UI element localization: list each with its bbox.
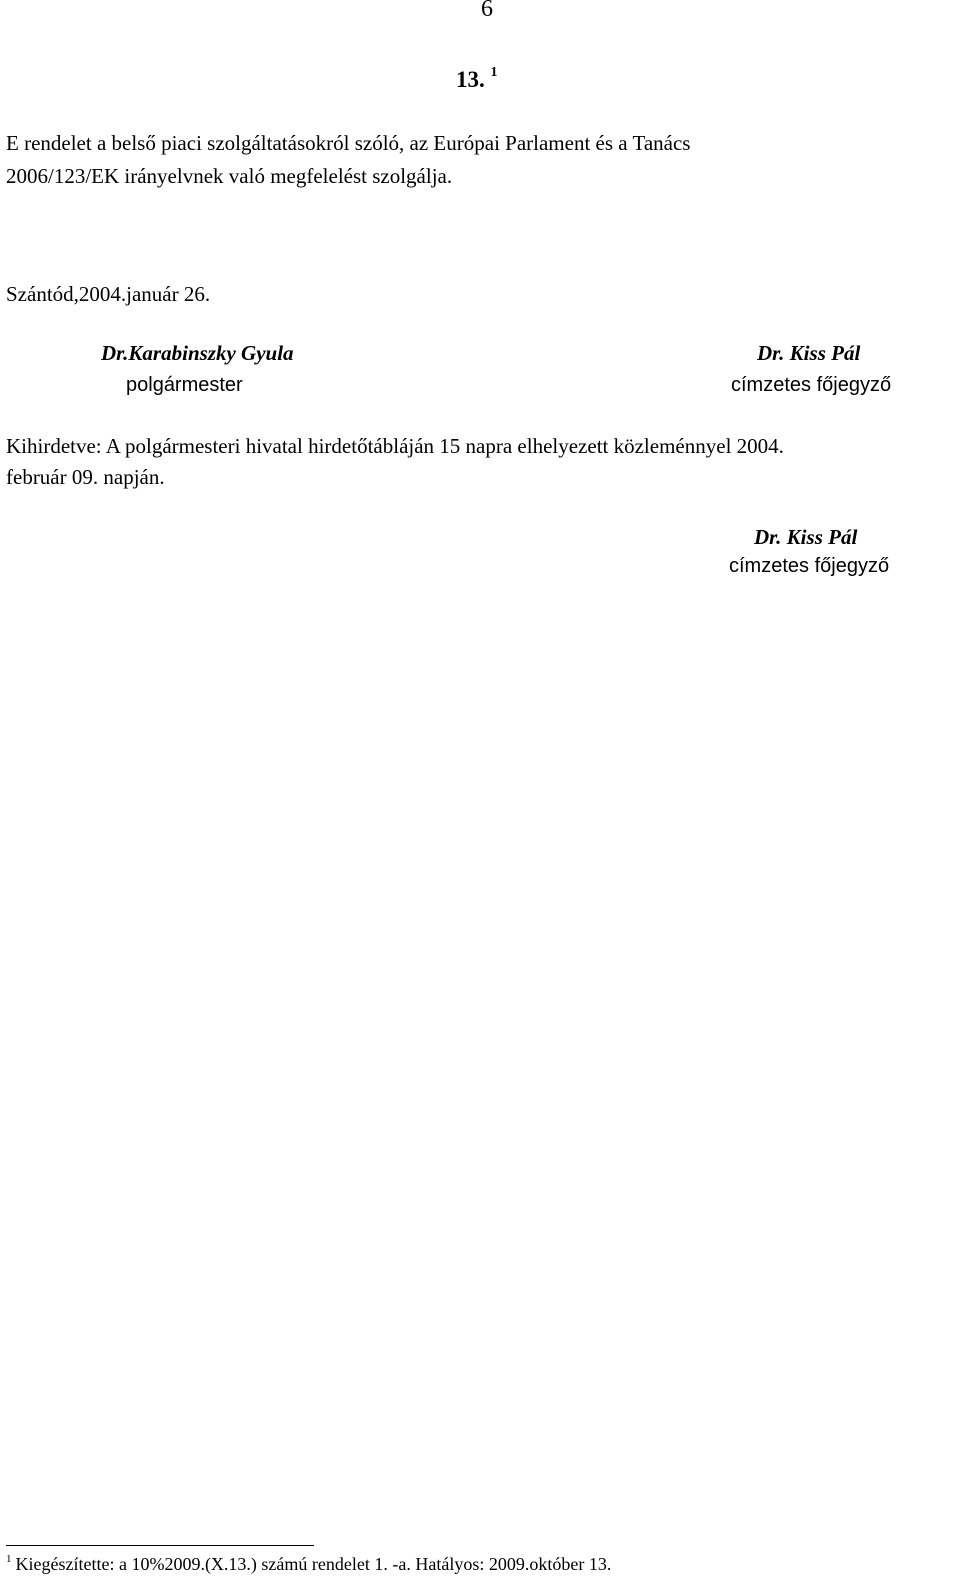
- mayor-signature-title: polgármester: [126, 374, 243, 396]
- section-title: [456, 67, 498, 93]
- announcement-signature-title: címzetes főjegyző: [729, 555, 890, 577]
- footnote-reference: 1: [490, 65, 498, 80]
- announcement-signature-name: Dr. Kiss Pál: [754, 525, 858, 549]
- notary-signature-title: címzetes főjegyző: [731, 374, 892, 396]
- page-number: 6: [481, 0, 493, 22]
- place-date: Szántód,2004.január 26.: [6, 282, 211, 306]
- announcement-line-2: február 09. napján.: [6, 465, 165, 489]
- section-title-text: 13.: [456, 67, 491, 92]
- announcement-line-1: Kihirdetve: A polgármesteri hivatal hirdetőtábláján 15 napra elhelyezett közleménnyel 2004.: [6, 434, 784, 458]
- footnote-text: Kiegészítette: a 10%2009.(X.13.) számú rendelet 1. -a. Hatályos: 2009.október 13.: [15, 1554, 612, 1574]
- footnote-separator: [6, 1545, 314, 1546]
- body-text-line-2: 2006/123/EK irányelvnek való megfelelést szolgálja.: [6, 164, 453, 188]
- body-text-line-1: E rendelet a belső piaci szolgáltatásokról szóló, az Európai Parlament és a Tanács: [6, 131, 691, 155]
- notary-signature-name: Dr. Kiss Pál: [757, 341, 861, 365]
- mayor-signature-name: Dr.Karabinszky Gyula: [101, 341, 294, 365]
- footnote-marker: 1: [6, 1553, 12, 1565]
- footnote: [6, 1554, 611, 1575]
